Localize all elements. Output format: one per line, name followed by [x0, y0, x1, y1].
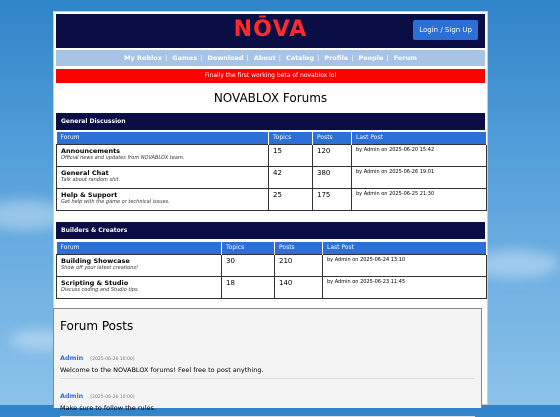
nav-forum[interactable]: Forum — [393, 54, 417, 62]
forum-desc: Talk about random shit. — [61, 176, 121, 183]
last-post: by Admin on 2025-06-20 15:42 — [352, 144, 487, 166]
forum-desc: Discuss coding and Studio tips. — [61, 286, 140, 293]
forum-table-builders — [56, 242, 487, 299]
forum-desc: Get help with the game or technical issues. — [61, 198, 170, 205]
posts-count: 380 — [313, 166, 352, 188]
col-last-post: Last Post — [323, 242, 487, 254]
list-item — [60, 345, 475, 379]
nav-people[interactable]: People — [358, 54, 384, 62]
table-row[interactable] — [57, 188, 487, 210]
posts-count: 175 — [313, 188, 352, 210]
topics-count: 15 — [269, 144, 313, 166]
table-row[interactable] — [57, 254, 487, 276]
site-logo[interactable]: NŌVA — [233, 17, 308, 42]
col-forum: Forum — [57, 132, 269, 144]
forum-name[interactable]: General Chat — [61, 168, 109, 177]
col-topics: Topics — [222, 242, 275, 254]
nav-catalog[interactable]: Catalog — [286, 54, 315, 62]
forum-posts-panel — [53, 308, 482, 412]
col-forum: Forum — [57, 242, 222, 254]
last-post: by Admin on 2025-06-26 19:01 — [352, 166, 487, 188]
login-signup-button[interactable]: Login / Sign Up — [413, 20, 478, 40]
col-posts: Posts — [313, 132, 352, 144]
nav-about[interactable]: About — [253, 54, 276, 62]
nav-my-roblox[interactable]: My Roblox — [124, 54, 163, 62]
forum-name[interactable]: Announcements — [61, 146, 121, 155]
col-posts: Posts — [275, 242, 323, 254]
posts-count: 120 — [313, 144, 352, 166]
post-body: Make sure to follow the rules. — [60, 404, 156, 412]
post-body: Welcome to the NOVABLOX forums! Feel free to post anything. — [60, 366, 264, 374]
table-row[interactable] — [57, 144, 487, 166]
col-last-post: Last Post — [352, 132, 487, 144]
nav-games[interactable]: Games — [172, 54, 198, 62]
last-post: by Admin on 2025-06-24 13:10 — [323, 254, 487, 276]
col-topics: Topics — [269, 132, 313, 144]
forum-name[interactable]: Help & Support — [61, 190, 118, 199]
topics-count: 25 — [269, 188, 313, 210]
forum-name[interactable]: Scripting & Studio — [61, 278, 129, 287]
nav-bar: My Roblox | Games | Download | About | Catalog | Profile | People | Forum — [56, 50, 485, 66]
last-post: by Admin on 2025-06-23 11:45 — [323, 276, 487, 298]
site-header — [56, 14, 485, 48]
notice-banner: Finally the first working beta of novablox lol — [56, 69, 485, 83]
post-date: [2025-06-26 10:00] — [90, 395, 135, 400]
forum-name[interactable]: Building Showcase — [61, 256, 130, 265]
topics-count: 30 — [222, 254, 275, 276]
forum-desc: Official news and updates from NOVABLOX team. — [61, 154, 185, 161]
posts-count: 140 — [275, 276, 323, 298]
topics-count: 18 — [222, 276, 275, 298]
nav-download[interactable]: Download — [207, 54, 244, 62]
topics-count: 42 — [269, 166, 313, 188]
post-date: [2025-06-26 10:00] — [90, 357, 135, 362]
posts-title: Forum Posts — [60, 319, 134, 333]
table-row[interactable] — [57, 276, 487, 298]
section-header-general-discussion: General Discussion — [56, 113, 485, 130]
post-author[interactable]: Admin — [60, 392, 84, 400]
post-author[interactable]: Admin — [60, 354, 84, 362]
page-title: NOVABLOX Forums — [213, 91, 328, 105]
nav-profile[interactable]: Profile — [324, 54, 349, 62]
table-row[interactable] — [57, 166, 487, 188]
forum-desc: Show off your latest creations! — [61, 264, 138, 271]
list-item — [60, 383, 475, 417]
forum-table-general — [56, 132, 487, 211]
section-header-builders: Builders & Creators — [56, 222, 485, 239]
last-post: by Admin on 2025-06-25 21:30 — [352, 188, 487, 210]
posts-count: 210 — [275, 254, 323, 276]
